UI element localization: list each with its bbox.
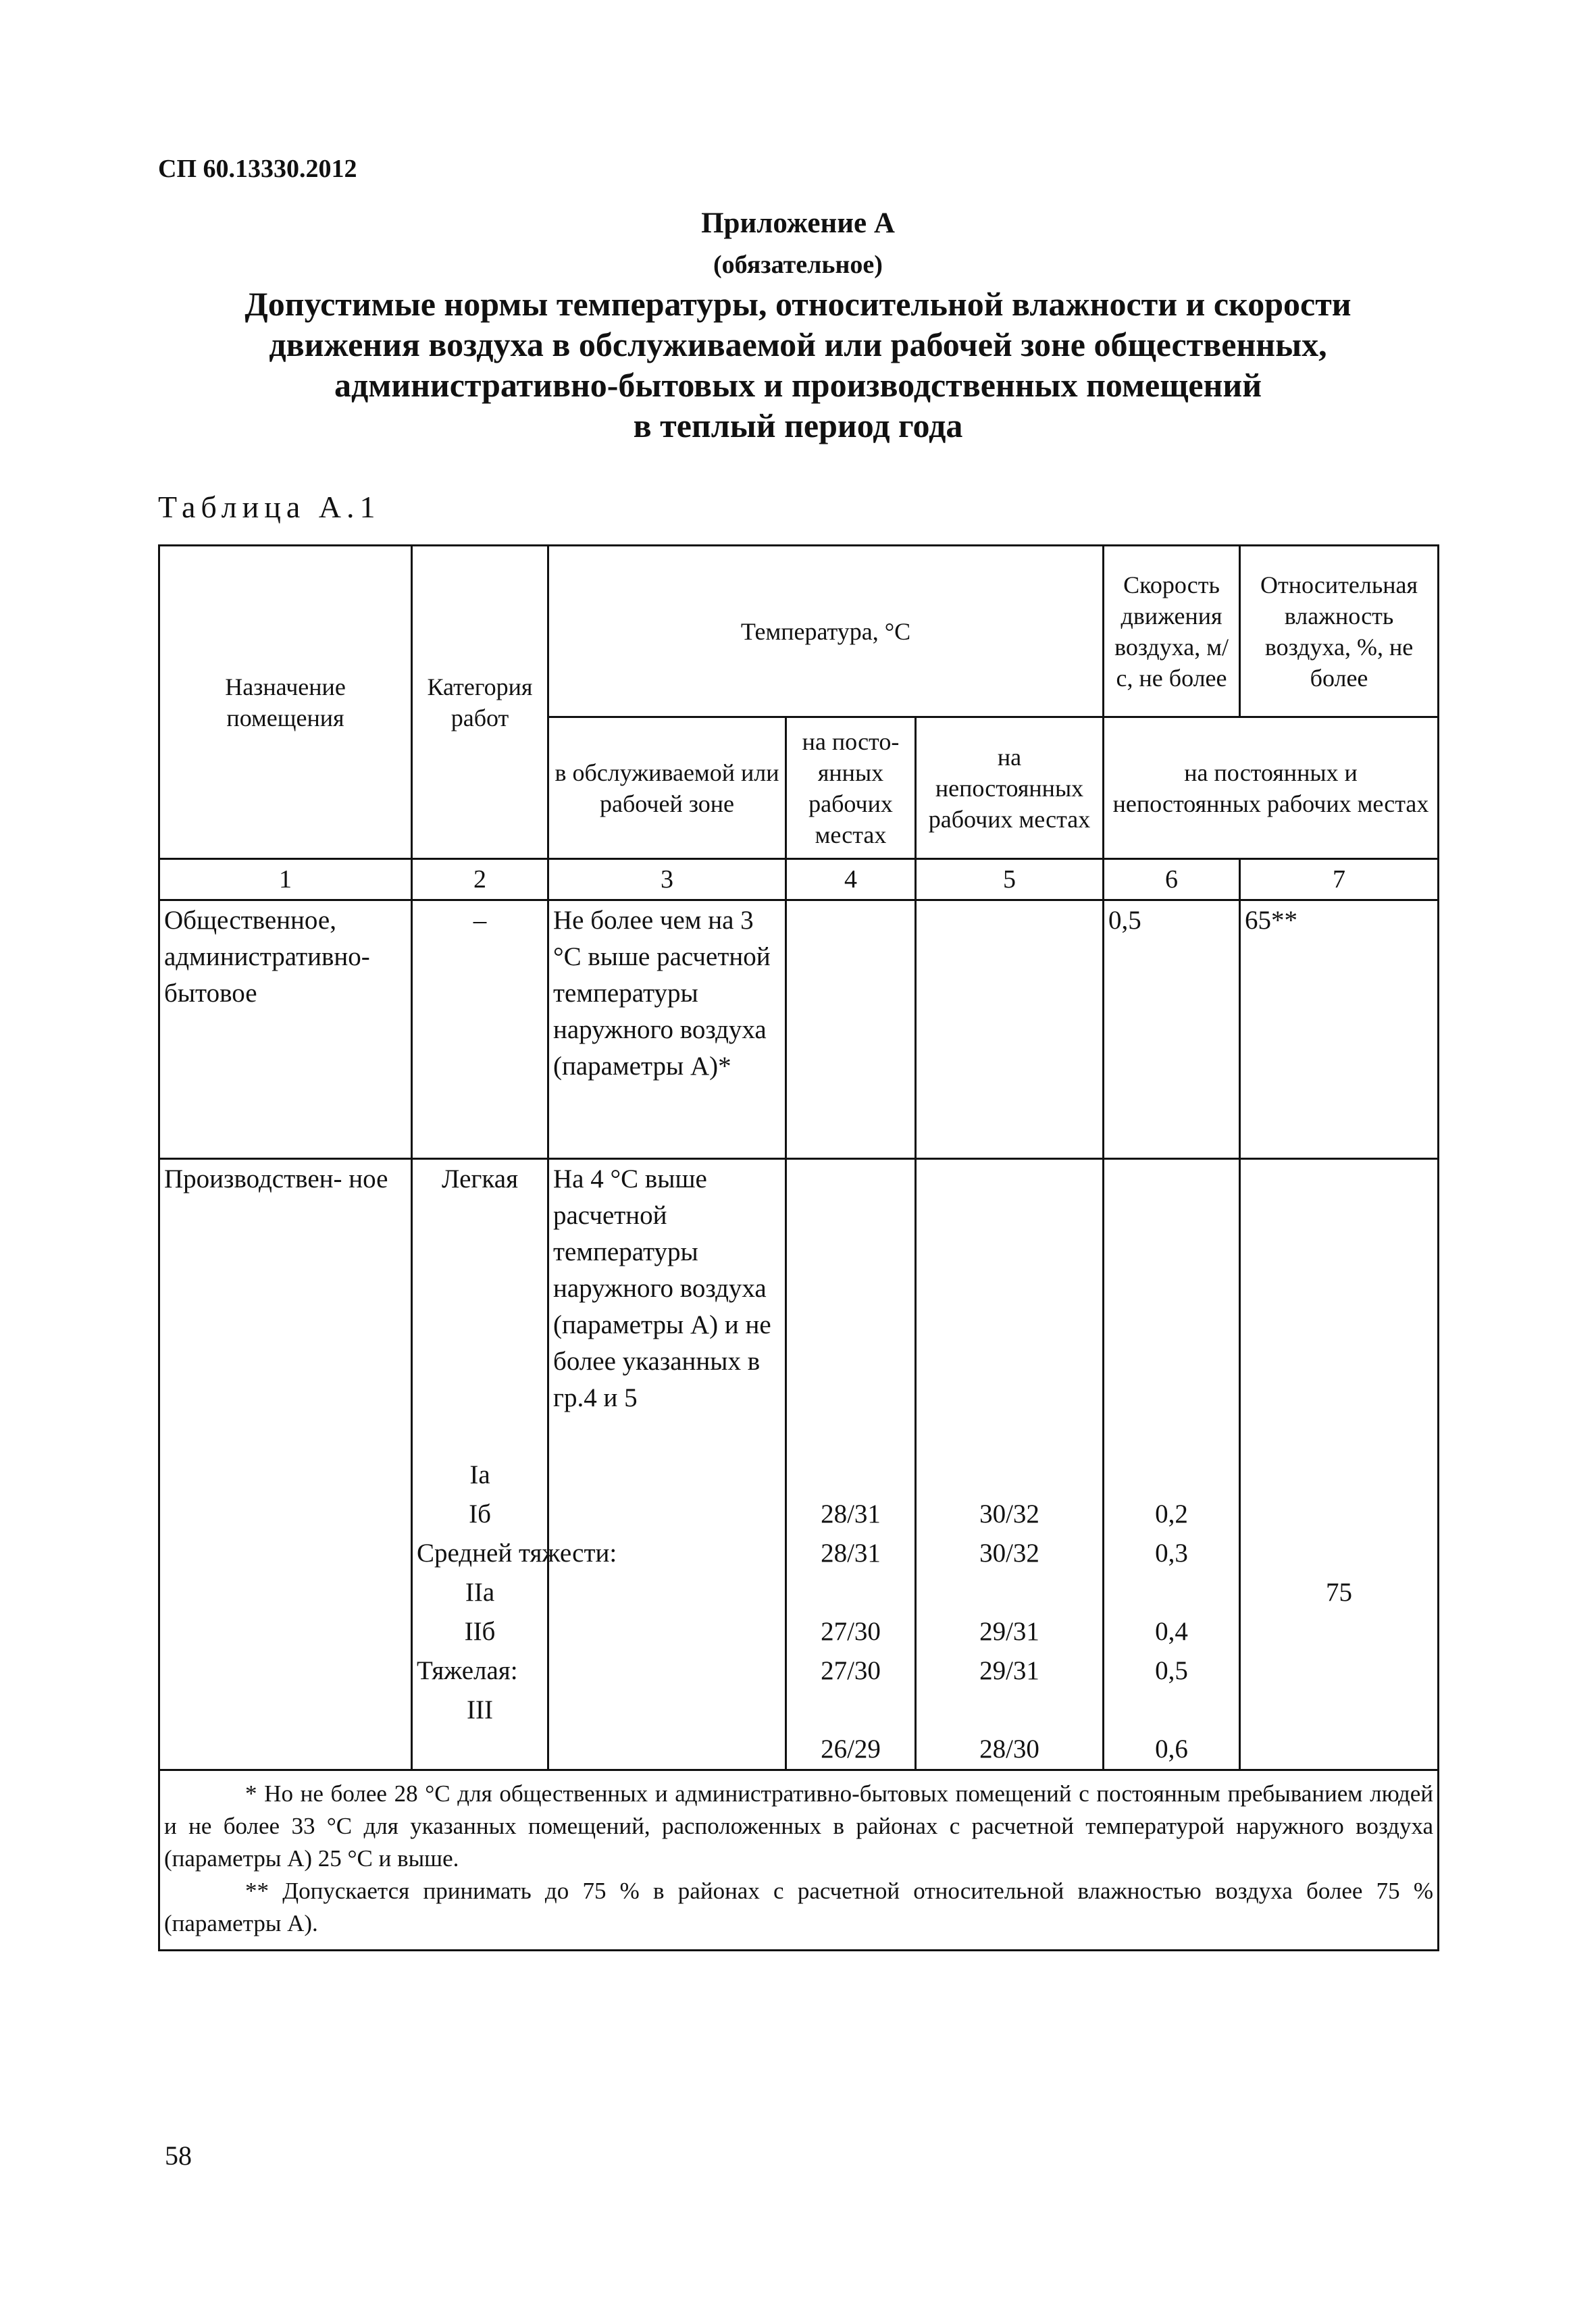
non-permanent-production: [916, 1159, 1104, 1770]
blank-line: [917, 1691, 1102, 1730]
category-production: [412, 1159, 617, 1770]
main-title: [135, 284, 1461, 446]
value-cell: 28/30: [979, 1734, 1039, 1764]
value-cell: 30/32: [979, 1499, 1039, 1528]
header-non-permanent: на непостоянных рабочих местах: [916, 717, 1104, 859]
non-permanent-general: [916, 900, 1104, 1159]
subcategory-name: Iб: [469, 1499, 491, 1528]
value-cell: 29/31: [979, 1617, 1039, 1646]
category-light: Легкая: [441, 1164, 519, 1193]
title-line: административно-бытовых и производственных помещений: [334, 366, 1262, 404]
blank-line: [787, 1573, 915, 1612]
value-cell: 27/30: [821, 1617, 881, 1646]
table-row-general: [159, 900, 1439, 1159]
subcategory-list: [413, 1456, 617, 1730]
title-line: Допустимые нормы температуры, относительной влажности и скорости: [244, 285, 1352, 323]
value-cell: 28/31: [821, 1499, 881, 1528]
header-both-places: на постоянных и непостоянных рабочих местах: [1104, 717, 1439, 859]
column-number: 6: [1104, 859, 1240, 900]
blank-line: [1104, 1691, 1239, 1730]
header-permanent: на посто- янных рабочих местах: [786, 717, 916, 859]
header-category: Категория работ: [412, 546, 548, 859]
column-number: 2: [412, 859, 548, 900]
column-number: 5: [916, 859, 1104, 900]
permanent-general: [786, 900, 916, 1159]
speed-values: [1104, 1495, 1239, 1769]
value-cell: 27/30: [821, 1656, 881, 1685]
column-number: 4: [786, 859, 916, 900]
humidity-general: 65**: [1240, 900, 1439, 1159]
column-number: 1: [159, 859, 412, 900]
subcategory-name: IIа: [465, 1578, 495, 1607]
table-footnotes: [159, 1770, 1439, 1951]
header-serviced-zone: в обслуживаемой или рабочей зоне: [548, 717, 786, 859]
purpose-production: Производствен- ное: [159, 1159, 412, 1770]
value-cell: 30/32: [979, 1539, 1039, 1568]
blank-line: [1104, 1573, 1239, 1612]
value-cell: 0,4: [1155, 1617, 1188, 1646]
permanent-production: [786, 1159, 916, 1770]
purpose-general: Общественное, административно-бытовое: [159, 900, 412, 1159]
blank-line: [787, 1691, 915, 1730]
value-cell: 0,2: [1155, 1499, 1188, 1528]
humidity-production: [1240, 1159, 1439, 1770]
value-cell: 28/31: [821, 1539, 881, 1568]
zone-temp-production: На 4 °С выше расчетной температуры наружного воздуха (параметры А) и не более указанных в гр.4 и 5: [548, 1159, 786, 1770]
column-number: 7: [1240, 859, 1439, 900]
group-heavy: Тяжелая:: [417, 1656, 518, 1685]
appendix-status: (обязательное): [713, 251, 883, 279]
header-temperature: Температура, °С: [548, 546, 1104, 717]
document-code: СП 60.13330.2012: [158, 155, 357, 183]
subcategory-name: III: [467, 1695, 493, 1724]
value-cell: 29/31: [979, 1656, 1039, 1685]
header-purpose: Назначение помещения: [159, 546, 412, 859]
table-row-production: [159, 1159, 1439, 1770]
permanent-values: [787, 1495, 915, 1769]
value-cell: 26/29: [821, 1734, 881, 1764]
value-cell: 0,6: [1155, 1734, 1188, 1764]
value-cell: 0,3: [1155, 1539, 1188, 1568]
non-permanent-values: [917, 1495, 1102, 1769]
value-cell: 0,5: [1155, 1656, 1188, 1685]
humidity-values: [1241, 1573, 1437, 1612]
group-medium: Средней тяжести:: [417, 1539, 617, 1568]
subcategory-name: Iа: [469, 1460, 490, 1489]
footnote: ** Допускается принимать до 75 % в районах с расчетной относительной влажностью воздуха более 75 % (параметры А).: [164, 1878, 1434, 1936]
speed-production: [1104, 1159, 1240, 1770]
title-line: движения воздуха в обслуживаемой или рабочей зоне общественных,: [269, 326, 1327, 363]
zone-temp-general: Не более чем на 3 °С выше расчетной температуры наружного воздуха (параметры А)*: [548, 900, 786, 1159]
table-label: Таблица А.1: [158, 490, 381, 524]
page-number: 58: [165, 2140, 192, 2171]
subcategory-name: IIб: [464, 1617, 496, 1646]
footnotes-cell: [159, 1770, 1439, 1951]
header-speed: Скорость движения воздуха, м/с, не более: [1104, 546, 1240, 717]
value-cell: 75: [1326, 1578, 1353, 1607]
speed-general: 0,5: [1104, 900, 1240, 1159]
header-humidity: Относительная влажность воздуха, %, не более: [1240, 546, 1439, 717]
footnote: * Но не более 28 °С для общественных и административно-бытовых помещений с постоянным пребыванием людей и не более 33 °С для указанных помещений, расположенных в районах с расчетной температурой наружного воздуха (параметры А) 25 °С и выше.: [164, 1780, 1434, 1872]
category-general: –: [412, 900, 548, 1159]
appendix-title: Приложение А: [701, 207, 895, 239]
title-line: в теплый период года: [633, 407, 963, 444]
norms-table: [158, 544, 1439, 1951]
column-number: 3: [548, 859, 786, 900]
blank-line: [917, 1573, 1102, 1612]
